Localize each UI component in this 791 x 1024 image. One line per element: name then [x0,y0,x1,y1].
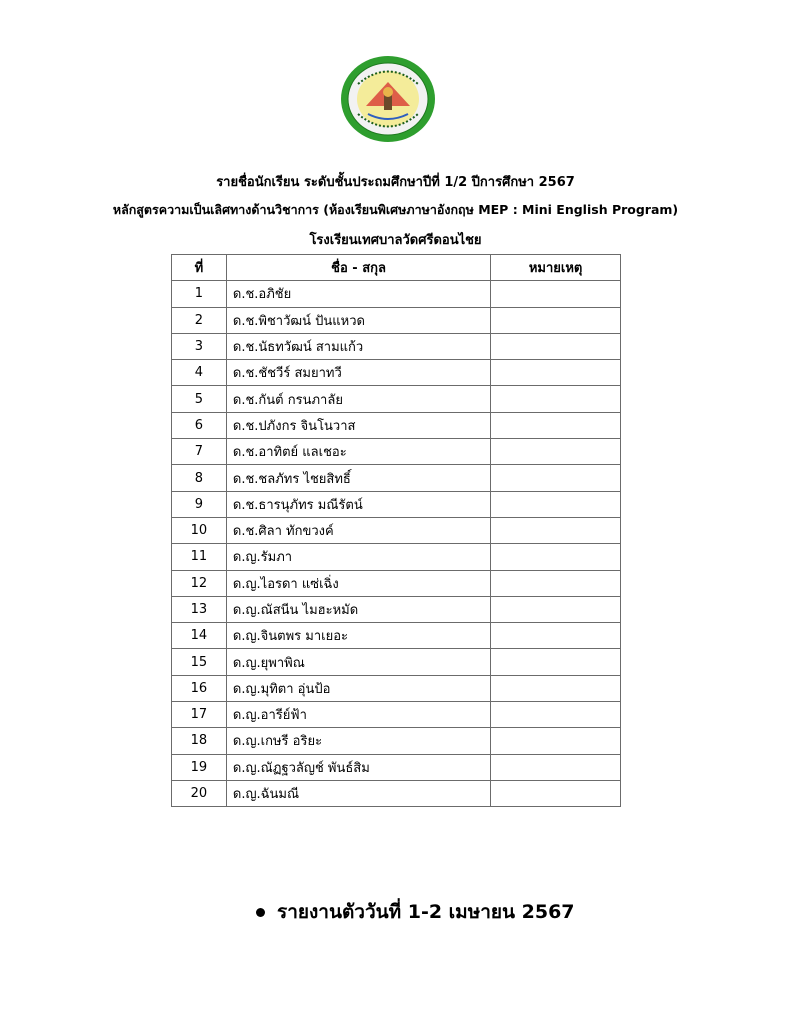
row-number: 20 [172,780,227,806]
row-note [491,491,621,517]
row-note [491,754,621,780]
table-row [172,386,621,412]
row-number: 2 [172,307,227,333]
page-title: รายชื่อนักเรียน ระดับชั้นประถมศึกษาปีที่ 1/2 ปีการศึกษา 2567 [216,175,575,190]
table-row [172,544,621,570]
table-row [172,754,621,780]
row-number: 13 [172,596,227,622]
table-row [172,570,621,596]
table-row [172,439,621,465]
table-row [172,623,621,649]
student-name: ด.ญ.รัมภา [226,544,490,570]
student-name: ด.ญ.อารีย์ฟ้า [226,702,490,728]
student-name: ด.ช.กันต์ กรนภาลัย [226,386,490,412]
row-number: 8 [172,465,227,491]
row-note [491,780,621,806]
row-note [491,570,621,596]
table-row [172,465,621,491]
student-name: ด.ช.ชัชวีร์ สมยาทวี [226,360,490,386]
report-date-note [256,897,575,927]
table-row [172,517,621,543]
student-name: ด.ช.อภิชัย [226,281,490,307]
row-note [491,281,621,307]
row-note [491,386,621,412]
school-seal-logo [338,54,438,144]
table-row [172,491,621,517]
table-row [172,360,621,386]
row-note [491,517,621,543]
row-number: 7 [172,439,227,465]
column-header-name: ชื่อ - สกุล [226,255,490,281]
row-number: 12 [172,570,227,596]
row-number: 1 [172,281,227,307]
student-name: ด.ญ.ณัสนีน ไมฮะหมัด [226,596,490,622]
table-row [172,702,621,728]
table-row [172,333,621,359]
table-header-row [172,255,621,281]
row-number: 17 [172,702,227,728]
row-number: 11 [172,544,227,570]
row-number: 10 [172,517,227,543]
student-name: ด.ญ.มุทิตา อุ่นป้อ [226,675,490,701]
student-name: ด.ช.พิชาวัฒน์ ปันแหวด [226,307,490,333]
student-name: ด.ญ.ฉันมณี [226,780,490,806]
table-row [172,596,621,622]
row-number: 9 [172,491,227,517]
student-name: ด.ญ.ไอรดา แซ่เฉิ่ง [226,570,490,596]
table-row [172,307,621,333]
row-note [491,728,621,754]
student-name: ด.ช.ปภังกร จินโนวาส [226,412,490,438]
row-number: 16 [172,675,227,701]
row-note [491,439,621,465]
row-note [491,702,621,728]
student-name: ด.ญ.ยุพาพิณ [226,649,490,675]
row-number: 3 [172,333,227,359]
table-row [172,649,621,675]
program-subtitle: หลักสูตรความเป็นเลิศทางด้านวิชาการ (ห้องเรียนพิเศษภาษาอังกฤษ MEP : Mini English Program) [112,202,679,217]
table-row [172,780,621,806]
row-number: 6 [172,412,227,438]
row-note [491,596,621,622]
column-header-note: หมายเหตุ [491,255,621,281]
row-note [491,333,621,359]
row-note [491,623,621,649]
row-note [491,307,621,333]
row-note [491,649,621,675]
row-note [491,412,621,438]
student-roster-table [171,254,621,807]
table-row [172,728,621,754]
school-name: โรงเรียนเทศบาลวัดศรีดอนไชย [309,233,482,248]
row-number: 19 [172,754,227,780]
student-name: ด.ญ.เกษรี อริยะ [226,728,490,754]
school-seal-icon [338,54,438,144]
table-row [172,281,621,307]
row-number: 18 [172,728,227,754]
student-name: ด.ช.ชลภัทร ไชยสิทธิ์ [226,465,490,491]
report-date-text: รายงานตัววันที่ 1-2 เมษายน 2567 [277,901,575,923]
row-number: 15 [172,649,227,675]
student-name: ด.ญ.จินตพร มาเยอะ [226,623,490,649]
column-header-number: ที่ [172,255,227,281]
table-row [172,412,621,438]
student-name: ด.ช.อาทิตย์ แลเชอะ [226,439,490,465]
student-name: ด.ญ.ณัฏฐวลัญช์ พันธ์สิม [226,754,490,780]
student-name: ด.ช.นัธทวัฒน์ สามแก้ว [226,333,490,359]
student-name: ด.ช.ธารนุภัทร มณีรัตน์ [226,491,490,517]
bullet-icon [256,908,265,917]
row-note [491,465,621,491]
table-row [172,675,621,701]
row-note [491,675,621,701]
student-name: ด.ช.ศิลา ทักขวงค์ [226,517,490,543]
row-number: 14 [172,623,227,649]
row-note [491,544,621,570]
row-number: 4 [172,360,227,386]
row-note [491,360,621,386]
row-number: 5 [172,386,227,412]
